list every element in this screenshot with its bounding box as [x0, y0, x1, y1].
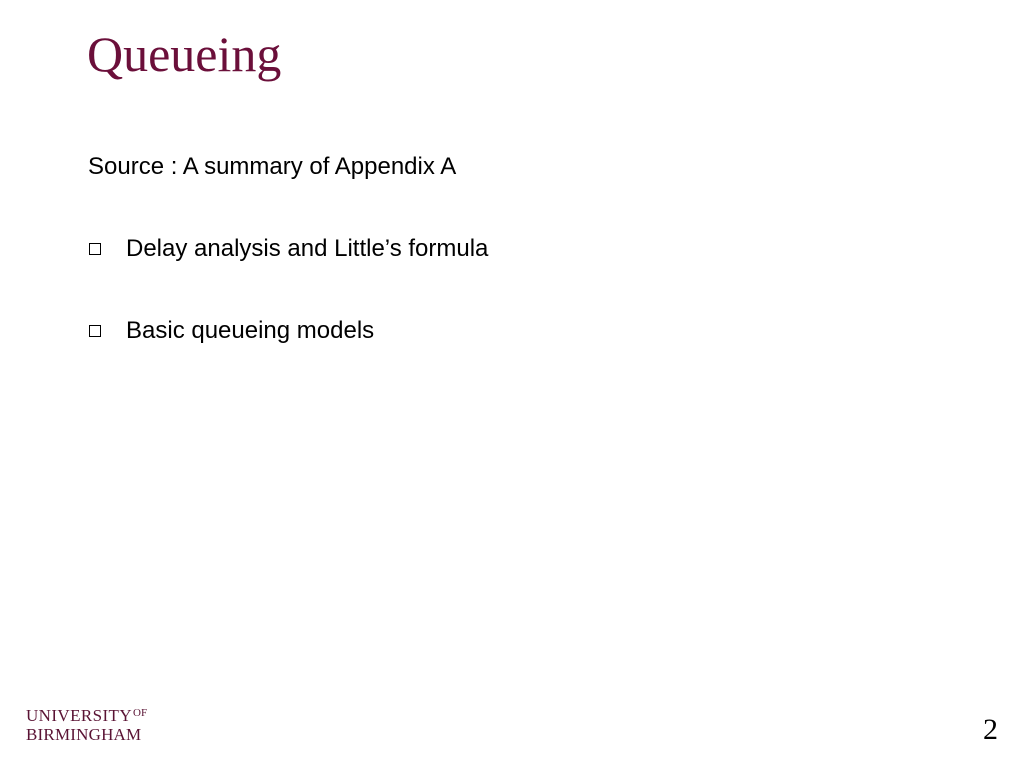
logo-word-birmingham: BIRMINGHAM [26, 725, 142, 744]
logo-word-of: OF [133, 707, 148, 719]
logo-line-1 [26, 707, 147, 726]
source-line: Source : A summary of Appendix A [88, 153, 457, 180]
university-logo [26, 707, 147, 743]
hollow-square-bullet-icon [89, 325, 101, 337]
page-number: 2 [983, 713, 998, 746]
slide-title: Queueing [87, 26, 282, 82]
bullet-text: Delay analysis and Little’s formula [126, 235, 489, 262]
bullet-text: Basic queueing models [126, 317, 375, 344]
logo-word-university: UNIVERSITY [26, 706, 132, 725]
hollow-square-bullet-icon [89, 243, 101, 255]
